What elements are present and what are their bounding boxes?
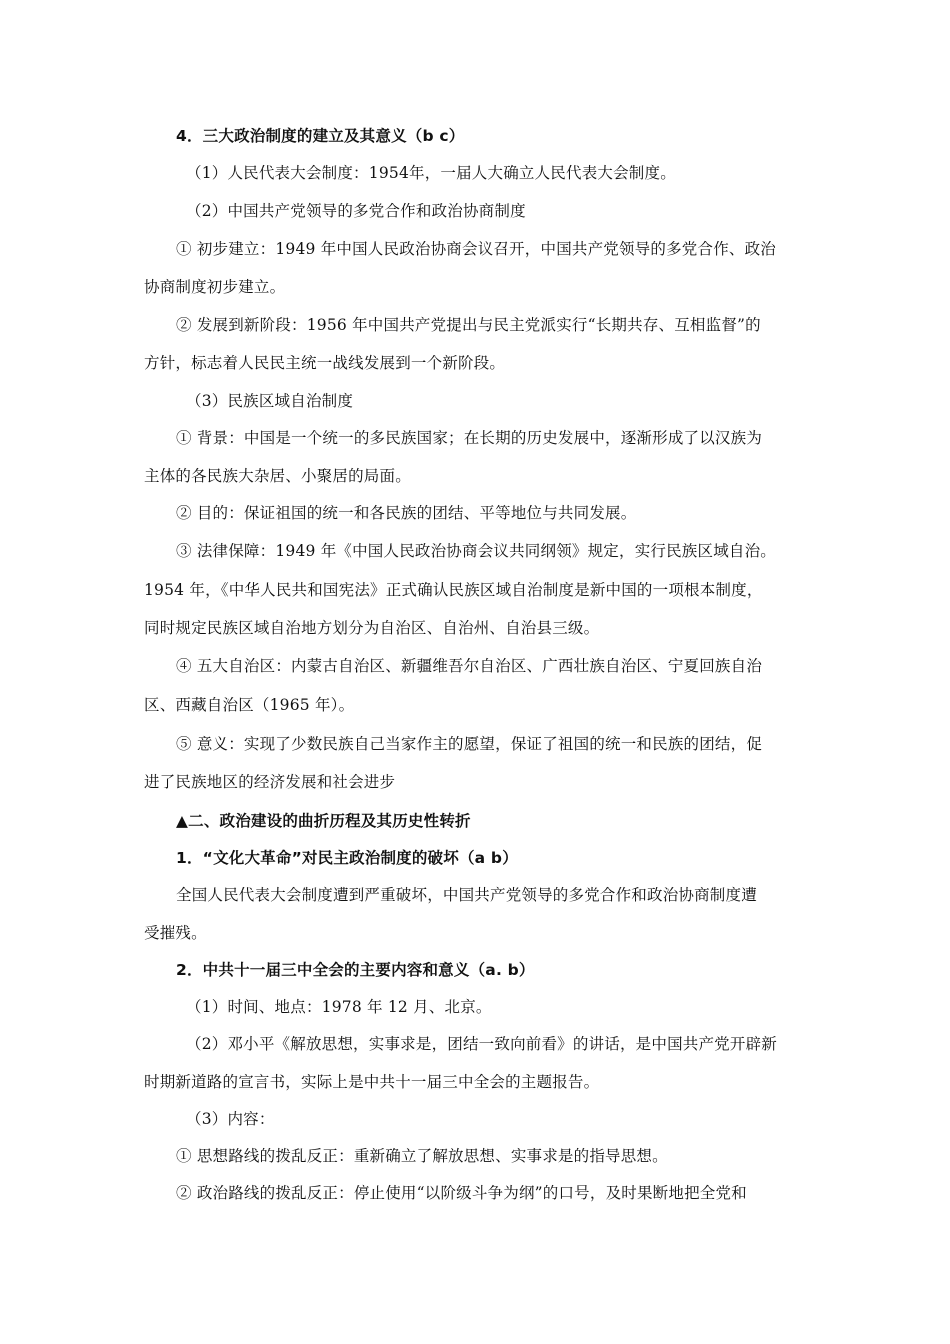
paragraph: ⑤ 意义：实现了少数民族自己当家作主的愿望，保证了祖国的统一和民族的团结，促 (176, 735, 763, 753)
paragraph: 同时规定民族区域自治地方划分为自治区、自治州、自治县三级。 (144, 619, 600, 637)
paragraph: 区、西藏自治区（1965 年）。 (144, 696, 355, 714)
paragraph: ② 政治路线的拨乱反正：停止使用“以阶级斗争为纲”的口号，及时果断地把全党和 (176, 1184, 747, 1202)
paragraph: （2）中国共产党领导的多党合作和政治协商制度 (186, 202, 526, 220)
paragraph: 全国人民代表大会制度遭到严重破坏，中国共产党领导的多党合作和政治协商制度遭 (176, 886, 757, 904)
paragraph: ① 初步建立：1949 年中国人民政治协商会议召开，中国共产党领导的多党合作、政治 (176, 240, 777, 258)
paragraph: 方针，标志着人民民主统一战线发展到一个新阶段。 (144, 354, 506, 372)
paragraph: 主体的各民族大杂居、小聚居的局面。 (144, 467, 411, 485)
paragraph: ② 发展到新阶段：1956 年中国共产党提出与民主党派实行“长期共存、互相监督”的 (176, 316, 761, 334)
paragraph: 时期新道路的宣言书，实际上是中共十一届三中全会的主题报告。 (144, 1073, 600, 1091)
subsection-heading-1: 1．“文化大革命”对民主政治制度的破坏（a b） (176, 849, 518, 867)
paragraph: （2）邓小平《解放思想，实事求是，团结一致向前看》的讲话，是中国共产党开辟新 (186, 1035, 777, 1053)
paragraph: ④ 五大自治区：内蒙古自治区、新疆维吾尔自治区、广西壮族自治区、宁夏回族自治 (176, 657, 763, 675)
paragraph: ① 思想路线的拨乱反正：重新确立了解放思想、实事求是的指导思想。 (176, 1147, 668, 1165)
section-heading-4: 4．三大政治制度的建立及其意义（b c） (176, 127, 465, 145)
paragraph: 1954 年，《中华人民共和国宪法》正式确认民族区域自治制度是新中国的一项根本制度， (144, 581, 763, 599)
subsection-heading-2: 2．中共十一届三中全会的主要内容和意义（a. b） (176, 961, 535, 979)
paragraph: （1）时间、地点：1978 年 12 月、北京。 (186, 998, 492, 1016)
paragraph: （1）人民代表大会制度：1954年，一届人大确立人民代表大会制度。 (186, 164, 676, 182)
paragraph: ③ 法律保障：1949 年《中国人民政治协商会议共同纲领》规定，实行民族区域自治。 (176, 542, 777, 560)
paragraph: （3）内容： (186, 1110, 275, 1128)
paragraph: 受摧残。 (144, 924, 207, 942)
section-heading-2: ▲二、政治建设的曲折历程及其历史性转折 (176, 812, 471, 830)
paragraph: ① 背景：中国是一个统一的多民族国家；在长期的历史发展中，逐渐形成了以汉族为 (176, 429, 763, 447)
paragraph: （3）民族区域自治制度 (186, 392, 354, 410)
paragraph: 进了民族地区的经济发展和社会进步 (144, 773, 396, 791)
paragraph: 协商制度初步建立。 (144, 278, 286, 296)
paragraph: ② 目的：保证祖国的统一和各民族的团结、平等地位与共同发展。 (176, 504, 637, 522)
